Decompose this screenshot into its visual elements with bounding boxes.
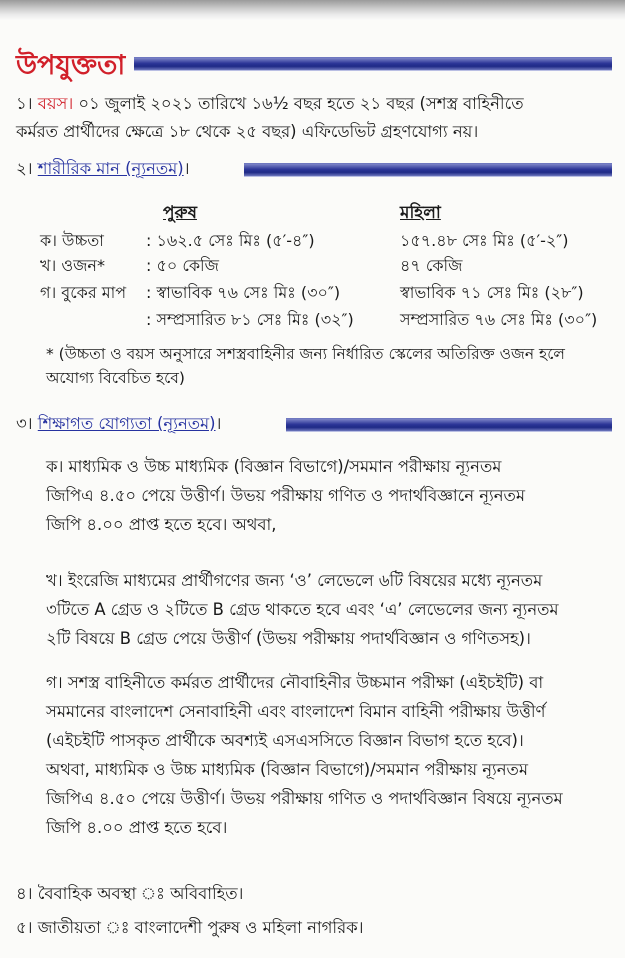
education-number: ৩।: [16, 414, 33, 433]
education-ga-line: সমমানের বাংলাদেশ সেনাবাহিনী এবং বাংলাদেশ বিমান বাহিনী পরীক্ষায় উত্তীর্ণ: [46, 702, 546, 721]
education-label: শিক্ষাগত যোগ্যতা (ন্যূনতম): [37, 414, 216, 433]
education-ga-line: (এইচইটি পাসকৃত প্রার্থীকে অবশ্যই এসএসসিতে বিজ্ঞান বিভাগ হতে হবে)।: [46, 731, 524, 750]
education-ga: [46, 668, 563, 842]
weight-note-2: অযোগ্য বিবেচিত হবে): [46, 369, 185, 387]
row-chest-male: : স্বাভাবিক ৭৬ সেঃ মিঃ (৩০″): [146, 283, 341, 302]
education-kha-line: ২টি বিষয়ে B গ্রেড পেয়ে উত্তীর্ণ (উভয় পরীক্ষায় পদার্থবিজ্ঞান ও গণিতসহ)।: [46, 629, 531, 648]
row-height-label: ক। উচ্চতা: [40, 231, 104, 250]
row-chest-label: গ। বুকের মাপ: [40, 283, 127, 302]
page-title: উপযুক্ততা: [16, 50, 126, 81]
row-weight-label: খ। ওজন*: [40, 256, 105, 275]
age-text-1: ০১ জুলাই ২০২১ তারিখে ১৬½ বছর হতে ২১ বছর (সশস্ত্র বাহিনীতে: [73, 94, 524, 113]
physical-heading: [16, 157, 190, 181]
male-header: পুরুষ: [163, 203, 197, 223]
physical-rule: [244, 163, 612, 177]
education-heading: [16, 412, 221, 436]
row-weight-female: ৪৭ কেজি: [400, 256, 463, 275]
row-chest-female: স্বাভাবিক ৭১ সেঃ মিঃ (২৮″): [400, 283, 584, 302]
education-rule: [286, 418, 612, 432]
physical-suffix: ।: [183, 159, 190, 178]
education-ka: [46, 452, 525, 539]
education-ka-line: জিপিএ ৪.৫০ পেয়ে উত্তীর্ণ। উভয় পরীক্ষায় গণিত ও পদার্থবিজ্ঞানে ন্যূনতম: [46, 486, 525, 505]
education-ga-line: জিপিএ ৪.৫০ পেয়ে উত্তীর্ণ। উভয় পরীক্ষায় গণিত ও পদার্থবিজ্ঞান বিষয়ে ন্যূনতম: [46, 789, 563, 808]
age-line-2: কর্মরত প্রার্থীদের ক্ষেত্রে ১৮ থেকে ২৫ বছর) এফিডেভিট গ্রহণযোগ্য নয়।: [16, 122, 479, 141]
row-chest-expanded-male: : সম্প্রসারিত ৮১ সেঃ মিঃ (৩২″): [146, 310, 354, 329]
physical-label: শারীরিক মান (ন্যূনতম): [37, 159, 184, 178]
education-ka-line: ক। মাধ্যমিক ও উচ্চ মাধ্যমিক (বিজ্ঞান বিভাগে)/সমমান পরীক্ষায় ন্যূনতম: [46, 457, 502, 476]
title-rule: [134, 57, 612, 71]
female-header: মহিলা: [400, 203, 441, 223]
education-kha-line: খ। ইংরেজি মাধ্যমের প্রার্থীগণের জন্য ‘ও’ লেভেলে ৬টি বিষয়ের মধ্যে ন্যূনতম: [46, 571, 543, 590]
education-ga-line: জিপি ৪.০০ প্রাপ্ত হতে হবে।: [46, 818, 228, 837]
top-edge-shadow: [0, 0, 625, 20]
education-ga-line: অথবা, মাধ্যমিক ও উচ্চ মাধ্যমিক (বিজ্ঞান বিভাগে)/সমমান পরীক্ষায় ন্যূনতম: [46, 760, 528, 779]
row-weight-male: : ৫০ কেজি: [146, 256, 219, 275]
age-number: ১।: [16, 94, 33, 113]
education-kha: [46, 566, 559, 653]
age-label: বয়স।: [37, 94, 74, 113]
education-ga-line: গ। সশস্ত্র বাহিনীতে কর্মরত প্রার্থীদের নৌবাহিনীর উচ্চমান পরীক্ষা (এইচইটি) বা: [46, 673, 544, 692]
education-suffix: ।: [215, 414, 222, 433]
row-height-male: : ১৬২.৫ সেঃ মিঃ (৫′-৪″): [146, 231, 315, 250]
weight-note-1: * (উচ্চতা ও বয়স অনুসারে সশস্ত্রবাহিনীর জন্য নির্ধারিত স্কেলের অতিরিক্ত ওজন হলে: [46, 345, 565, 363]
row-chest-expanded-female: সম্প্রসারিত ৭৬ সেঃ মিঃ (৩০″): [400, 310, 598, 329]
education-ka-line: জিপি ৪.০০ প্রাপ্ত হতে হবে। অথবা,: [46, 515, 277, 534]
marital-status: ৪। বৈবাহিক অবস্থা ঃ অবিবাহিত।: [16, 884, 244, 903]
row-height-female: ১৫৭.৪৮ সেঃ মিঃ (৫′-২″): [400, 231, 569, 250]
nationality: ৫। জাতীয়তা ঃ বাংলাদেশী পুরুষ ও মহিলা নাগরিক।: [16, 918, 364, 937]
education-kha-line: ৩টিতে A গ্রেড ও ২টিতে B গ্রেড থাকতে হবে এবং ‘এ’ লেভেলের জন্য ন্যূনতম: [46, 600, 559, 619]
age-line-1: [16, 92, 524, 116]
physical-number: ২।: [16, 159, 33, 178]
